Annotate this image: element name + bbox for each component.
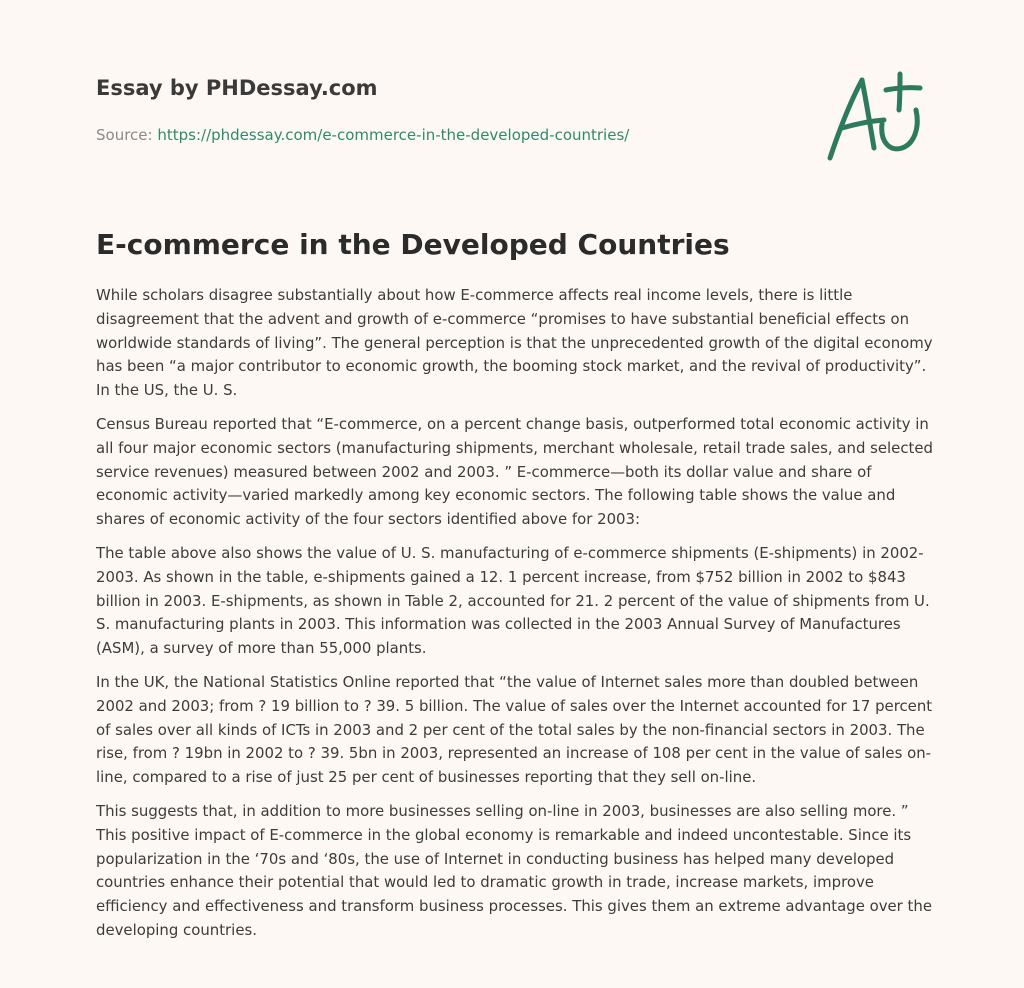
essay-body bbox=[96, 284, 934, 953]
a-plus-grade-icon bbox=[820, 66, 930, 166]
essay-paragraph: This suggests that, in addition to more businesses selling on-line in 2003, businesses are also selling more. ” This positive impact of E-commerce in the global economy is remarkable and indeed uncontestable. Since its popularization in the ‘70s and ‘80s, the use of Internet in conducting business has helped many developed countries enhance their potential that would led to dramatic growth in trade, increase markets, improve efficiency and effectiveness and transform business processes. This gives them an extreme advantage over the developing countries. bbox=[96, 801, 932, 939]
site-title: Essay by PHDessay.com bbox=[96, 76, 378, 100]
source-label: Source: bbox=[96, 126, 153, 144]
essay-paragraph: In the UK, the National Statistics Online reported that “the value of Internet sales more than doubled between 2002 and 2003; from ? 19 billion to ? 39. 5 billion. The value of sales over the Internet accounted for 17 percent of sales over all kinds of ICTs in 2003 and 2 per cent of the total sales by the non-financial sectors in 2003. The rise, from ? 19bn in 2002 to ? 39. 5bn in 2003, represented an increase of 108 per cent in the value of sales on-line, compared to a rise of just 25 per cent of businesses reporting that they sell on-line. bbox=[96, 672, 933, 787]
source-link[interactable]: https://phdessay.com/e-commerce-in-the-developed-countries/ bbox=[157, 126, 630, 144]
page-header bbox=[96, 72, 796, 146]
essay-paragraph: Census Bureau reported that “E-commerce, on a percent change basis, outperformed total economic activity in all four major economic sectors (manufacturing shipments, merchant wholesale, retail trade sales, and selected service revenues) measured between 2002 and 2003. ” E-commerce—both its dollar value and share of economic activity—varied markedly among key economic sectors. The following table shows the value and shares of economic activity of the four sectors identified above for 2003: bbox=[96, 414, 933, 529]
source-line bbox=[96, 124, 796, 146]
essay-title: E-commerce in the Developed Countries bbox=[96, 228, 730, 261]
essay-paragraph: While scholars disagree substantially about how E-commerce affects real income levels, there is little disagreement that the advent and growth of e-commerce “promises to have substantial beneficial effects on worldwide standards of living”. The general perception is that the unprecedented growth of the digital economy has been “a major contributor to economic growth, the booming stock market, and the revival of productivity”. In the US, the U. S. bbox=[96, 286, 933, 400]
essay-paragraph: The table above also shows the value of U. S. manufacturing of e-commerce shipments (E-shipments) in 2002-2003. As shown in the table, e-shipments gained a 12. 1 percent increase, from $752 billion in 2002 to $843 billion in 2003. E-shipments, as shown in Table 2, accounted for 21. 2 percent of the value of shipments from U. S. manufacturing plants in 2003. This information was collected in the 2003 Annual Survey of Manufactures (ASM), a survey of more than 55,000 plants. bbox=[96, 543, 930, 658]
